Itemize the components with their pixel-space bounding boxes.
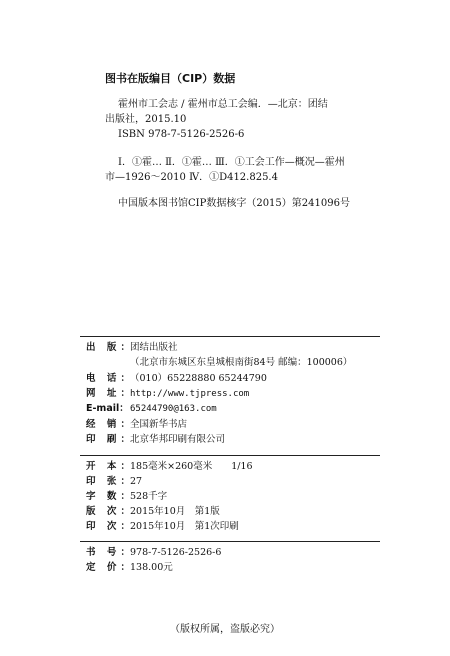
format-row (86, 461, 253, 473)
word-count-value: 528千字 (130, 491, 168, 502)
phone-value: （010）65228880 65244790 (130, 373, 267, 384)
printing-label: 印 次： (86, 521, 130, 532)
email-value: 65244790@163.com (130, 404, 217, 414)
cip-line-publisher: 出版社，2015.10 (105, 114, 187, 125)
publisher-value: 团结出版社 (130, 342, 178, 353)
publisher-label: 出 版： (86, 342, 130, 353)
price-label: 定 价： (86, 562, 130, 573)
price-value: 138.00元 (130, 562, 173, 573)
website-value: http://www.tjpress.com (130, 389, 250, 399)
cip-line-classification: Ⅰ．①霍… Ⅱ．①霍… Ⅲ．①工会工作—概况—霍州 (118, 157, 345, 168)
word-count-label: 字 数： (86, 491, 130, 502)
printer-value: 北京华邦印刷有限公司 (130, 434, 226, 445)
cip-line-classification-cont: 市—1926～2010 Ⅳ．①D412.825.4 (105, 172, 278, 183)
cip-title: 图书在版编目（CIP）数据 (105, 72, 236, 85)
sheets-label: 印 张： (86, 476, 130, 487)
divider-top (80, 336, 380, 337)
phone-label: 电 话： (86, 373, 130, 384)
edition-label: 版 次： (86, 506, 130, 517)
divider-bottom (80, 541, 380, 542)
divider-middle (80, 455, 380, 456)
isbn-label: 书 号： (86, 547, 130, 558)
publisher-row (86, 342, 178, 354)
publisher-address: （北京市东城区东皇城根南街84号 邮编：100006） (130, 357, 353, 368)
distributor-value: 全国新华书店 (130, 419, 188, 430)
edition-value: 2015年10月 第1版 (130, 506, 220, 517)
isbn-value: 978-7-5126-2526-6 (130, 547, 222, 558)
printer-label: 印 刷： (86, 434, 130, 445)
distributor-label: 经 销： (86, 419, 130, 430)
phone-row (86, 373, 267, 385)
sheets-row (86, 476, 142, 488)
word-count-row (86, 491, 167, 503)
format-value: 185毫米×260毫米 1/16 (130, 461, 253, 472)
email-row (86, 403, 217, 415)
printing-row (86, 521, 239, 533)
website-row (86, 388, 249, 400)
cip-line-title: 霍州市工会志 / 霍州市总工会编．—北京：团结 (118, 99, 328, 110)
email-label: E-mail： (86, 403, 129, 414)
price-row (86, 562, 173, 574)
isbn-row (86, 547, 221, 559)
cip-line-isbn: ISBN 978-7-5126-2526-6 (118, 129, 245, 140)
sheets-value: 27 (130, 476, 143, 487)
website-label: 网 址： (86, 388, 130, 399)
printer-row (86, 434, 225, 446)
distributor-row (86, 419, 187, 431)
printing-value: 2015年10月 第1次印刷 (130, 521, 239, 532)
cip-line-cip-number: 中国版本图书馆CIP数据核字（2015）第241096号 (118, 198, 350, 209)
edition-row (86, 506, 220, 518)
format-label: 开 本： (86, 461, 130, 472)
copyright-notice: （版权所属，盗版必究） (170, 624, 280, 635)
